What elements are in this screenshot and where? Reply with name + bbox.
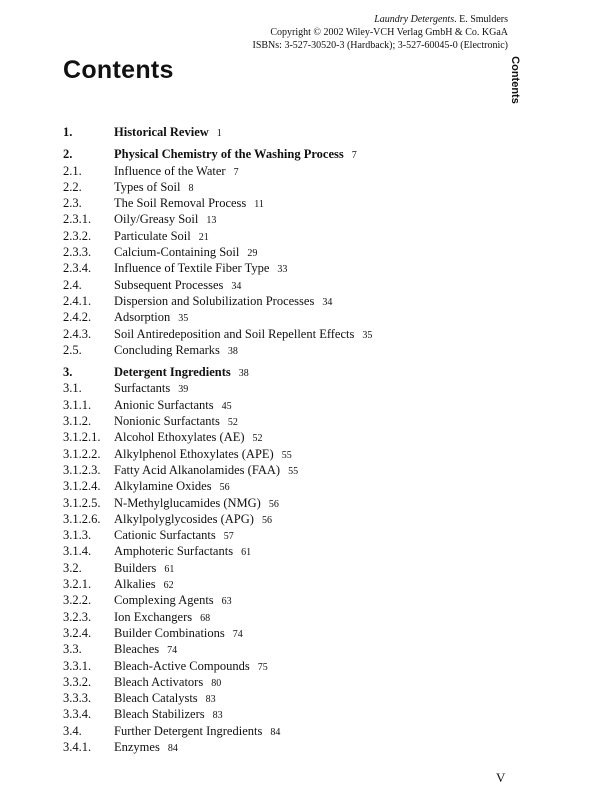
toc-entry-title: [114, 560, 174, 578]
toc-entry[interactable]: [63, 658, 523, 674]
toc-entry-title: [114, 576, 174, 594]
toc-entry-text: Particulate Soil: [114, 228, 191, 243]
toc-entry-text: Amphoteric Surfactants: [114, 544, 234, 559]
toc-entry-number: 3.1.2.4.: [63, 479, 101, 494]
toc-entry-title: [114, 609, 210, 627]
toc-entry[interactable]: [63, 146, 523, 162]
toc-entry-title: [114, 478, 230, 496]
toc-entry-number: 3.1.4.: [63, 544, 92, 559]
toc-entry-title: [114, 277, 241, 295]
page-header: [253, 13, 509, 52]
toc-entry-page: 61: [241, 547, 252, 559]
toc-entry-page: 52: [252, 433, 263, 445]
toc-entry-text: Alkylphenol Ethoxylates (APE): [114, 446, 274, 461]
toc-entry-text: Bleach Catalysts: [114, 691, 198, 706]
toc-entry-page: 63: [221, 596, 232, 608]
toc-entry[interactable]: [63, 495, 523, 511]
toc-entry-title: [114, 260, 287, 278]
toc-entry-text: Fatty Acid Alkanolamides (FAA): [114, 462, 281, 477]
toc-entry-number: 2.4.1.: [63, 293, 92, 308]
toc-entry-page: 83: [205, 694, 216, 706]
toc-entry-title: [114, 592, 232, 610]
toc-entry[interactable]: [63, 228, 523, 244]
toc-entry-number: 3.1.: [63, 381, 82, 396]
toc-entry[interactable]: [63, 576, 523, 592]
toc-entry-text: Complexing Agents: [114, 593, 214, 608]
toc-entry-title: [114, 211, 216, 229]
toc-entry[interactable]: [63, 723, 523, 739]
toc-entry[interactable]: [63, 625, 523, 641]
toc-entry-title: [114, 228, 209, 246]
toc-entry-number: 3.3.2.: [63, 674, 92, 689]
toc-entry-number: 3.4.: [63, 723, 82, 738]
toc-entry-number: 3.4.1.: [63, 739, 92, 754]
copyright-line: Copyright © 2002 Wiley-VCH Verlag GmbH & Co. KGaA: [270, 27, 508, 38]
toc-entry-page: 38: [238, 368, 249, 380]
toc-entry-number: 2.3.2.: [63, 228, 92, 243]
toc-entry[interactable]: [63, 163, 523, 179]
toc-entry-text: Cationic Surfactants: [114, 528, 216, 543]
header-book-line: [253, 13, 509, 26]
toc-entry-number: 3.3.4.: [63, 707, 92, 722]
toc-entry-number: 3.1.2.5.: [63, 495, 101, 510]
toc-entry-text: Physical Chemistry of the Washing Process: [114, 147, 344, 162]
side-tab-label: Contents: [508, 56, 521, 104]
toc-entry[interactable]: [63, 124, 523, 140]
toc-entry-number: 2.3.: [63, 196, 82, 211]
toc-entry-number: 2.: [63, 147, 73, 162]
toc-entry-number: 3.2.1.: [63, 577, 92, 592]
isbn-line: ISBNs: 3-527-30520-3 (Hardback); 3-527-60045-0 (Electronic): [252, 40, 508, 51]
toc-entry-title: [114, 511, 272, 529]
toc-entry-number: 3.2.3.: [63, 609, 92, 624]
toc-entry-title: [114, 543, 251, 561]
toc-entry-title: [114, 674, 221, 692]
toc-entry-text: Types of Soil: [114, 179, 181, 194]
toc-entry[interactable]: [63, 260, 523, 276]
toc-entry[interactable]: [63, 364, 523, 380]
toc-entry[interactable]: [63, 211, 523, 227]
toc-entry[interactable]: [63, 397, 523, 413]
toc-entry[interactable]: [63, 641, 523, 657]
page-title: Contents: [63, 56, 174, 84]
toc-entry-title: [114, 124, 222, 142]
toc-entry-title: [114, 739, 178, 757]
toc-entry[interactable]: [63, 462, 523, 478]
toc-entry-page: 62: [163, 580, 174, 592]
toc-entry-page: 57: [223, 531, 234, 543]
toc-entry-number: 2.3.1.: [63, 212, 92, 227]
toc-entry-title: [114, 625, 243, 643]
toc-entry[interactable]: [63, 690, 523, 706]
toc-entry-page: 45: [221, 400, 232, 412]
toc-entry-number: 3.1.2.2.: [63, 446, 101, 461]
toc-entry-page: 34: [231, 280, 242, 292]
toc-entry-text: Further Detergent Ingredients: [114, 723, 263, 738]
toc-entry-number: 2.4.3.: [63, 326, 92, 341]
toc-entry-text: Enzymes: [114, 739, 160, 754]
toc-entry-text: Bleach Stabilizers: [114, 707, 205, 722]
toc-entry-text: Concluding Remarks: [114, 342, 220, 357]
toc-entry-title: [114, 658, 268, 676]
toc-entry-title: [114, 527, 234, 545]
toc-entry-number: 3.1.2.6.: [63, 511, 101, 526]
toc-entry[interactable]: [63, 560, 523, 576]
page-number: V: [496, 770, 506, 785]
toc-entry-text: Builder Combinations: [114, 625, 225, 640]
toc-entry[interactable]: [63, 326, 523, 342]
toc-entry-page: 84: [270, 726, 281, 738]
toc-entry-title: [114, 706, 223, 724]
toc-entry-page: 74: [167, 645, 178, 657]
toc-entry-page: 21: [198, 231, 209, 243]
toc-entry[interactable]: [63, 609, 523, 625]
toc-entry-title: [114, 364, 249, 382]
toc-entry-number: 3.2.4.: [63, 625, 92, 640]
toc-entry-title: [114, 179, 194, 197]
toc-entry-text: Bleaches: [114, 642, 160, 657]
toc-entry-text: Bleach Activators: [114, 674, 204, 689]
toc-entry-page: 55: [288, 465, 299, 477]
toc-entry[interactable]: [63, 277, 523, 293]
toc-entry-text: Influence of the Water: [114, 163, 226, 178]
toc-entry-page: 84: [167, 742, 178, 754]
toc-entry-page: 75: [257, 661, 268, 673]
toc-entry-text: Dispersion and Solubilization Processes: [114, 293, 315, 308]
toc-entry-title: [114, 195, 264, 213]
toc-entry-title: [114, 446, 292, 464]
toc-entry-text: Surfactants: [114, 381, 171, 396]
toc-entry-page: 13: [206, 215, 217, 227]
toc-entry-page: 38: [227, 345, 238, 357]
toc-entry-title: [114, 462, 298, 480]
toc-entry-title: [114, 309, 188, 327]
toc-entry-page: 34: [322, 296, 333, 308]
toc-entry[interactable]: [63, 478, 523, 494]
toc-entry-title: [114, 342, 238, 360]
toc-entry-page: 61: [164, 563, 175, 575]
toc-entry-title: [114, 244, 257, 262]
toc-entry-text: Historical Review: [114, 125, 209, 139]
toc-entry-title: [114, 380, 188, 398]
toc-entry-title: [114, 429, 263, 447]
toc-entry-page: 35: [178, 313, 189, 325]
toc-entry-text: Influence of Textile Fiber Type: [114, 261, 270, 276]
toc-entry-title: [114, 146, 357, 164]
toc-entry-text: Alkalies: [114, 577, 156, 592]
toc-entry-number: 3.1.2.1.: [63, 430, 101, 445]
toc-entry-text: Alkylamine Oxides: [114, 479, 212, 494]
toc-entry-page: 74: [232, 628, 243, 640]
table-of-contents: [63, 124, 523, 755]
toc-entry-page: 55: [281, 449, 292, 461]
toc-entry-title: [114, 723, 280, 741]
toc-entry-page: 1: [216, 128, 222, 139]
toc-entry-page: 56: [268, 498, 279, 510]
toc-entry-page: 29: [247, 248, 258, 260]
toc-entry-text: Ion Exchangers: [114, 609, 193, 624]
toc-entry-title: [114, 641, 177, 659]
toc-entry-title: [114, 163, 239, 181]
toc-entry-text: Bleach-Active Compounds: [114, 658, 250, 673]
toc-entry-page: 68: [200, 612, 211, 624]
toc-entry-number: 3.3.1.: [63, 658, 92, 673]
toc-entry[interactable]: [63, 446, 523, 462]
toc-entry-title: [114, 293, 332, 311]
toc-entry-number: 3.3.: [63, 642, 82, 657]
toc-entry[interactable]: [63, 380, 523, 396]
toc-entry[interactable]: [63, 179, 523, 195]
toc-entry-text: Subsequent Processes: [114, 277, 224, 292]
toc-entry[interactable]: [63, 293, 523, 309]
toc-entry[interactable]: [63, 195, 523, 211]
toc-entry[interactable]: [63, 511, 523, 527]
toc-entry-text: Alkylpolyglycosides (APG): [114, 511, 254, 526]
toc-entry-number: 3.3.3.: [63, 691, 92, 706]
toc-entry-number: 3.: [63, 365, 73, 380]
toc-entry-number: 3.1.2.: [63, 414, 92, 429]
toc-entry-number: 2.1.: [63, 163, 82, 178]
toc-entry[interactable]: [63, 244, 523, 260]
toc-entry-number: 2.4.: [63, 277, 82, 292]
toc-entry-text: N-Methylglucamides (NMG): [114, 495, 261, 510]
toc-entry-title: [114, 413, 238, 431]
toc-entry-text: Calcium-Containing Soil: [114, 245, 240, 260]
toc-entry-text: Nonionic Surfactants: [114, 414, 220, 429]
toc-entry-title: [114, 495, 279, 513]
toc-entry-text: Alcohol Ethoxylates (AE): [114, 430, 245, 445]
toc-entry-text: Anionic Surfactants: [114, 397, 214, 412]
toc-entry-number: 1.: [63, 125, 73, 139]
book-title: Laundry Detergents: [374, 14, 455, 25]
toc-entry-page: 52: [227, 417, 238, 429]
toc-entry-number: 2.4.2.: [63, 310, 92, 325]
toc-entry[interactable]: [63, 342, 523, 358]
toc-entry-page: 80: [211, 677, 222, 689]
book-author: . E. Smulders: [454, 14, 508, 25]
toc-entry-text: Builders: [114, 560, 157, 575]
toc-entry[interactable]: [63, 706, 523, 722]
toc-entry-title: [114, 690, 216, 708]
toc-entry-page: 8: [188, 182, 194, 194]
toc-entry-number: 3.2.2.: [63, 593, 92, 608]
toc-entry-number: 3.1.3.: [63, 528, 92, 543]
toc-entry-title: [114, 326, 372, 344]
toc-entry-number: 2.3.4.: [63, 261, 92, 276]
toc-entry-text: The Soil Removal Process: [114, 196, 247, 211]
toc-entry[interactable]: [63, 413, 523, 429]
toc-entry-page: 56: [261, 514, 272, 526]
toc-entry-page: 11: [254, 199, 264, 211]
toc-entry[interactable]: [63, 527, 523, 543]
toc-entry-page: 56: [219, 482, 230, 494]
toc-entry-page: 33: [277, 264, 288, 276]
toc-entry-page: 39: [178, 384, 189, 396]
toc-entry-text: Oily/Greasy Soil: [114, 212, 199, 227]
toc-entry-number: 3.2.: [63, 560, 82, 575]
toc-entry-number: 2.5.: [63, 342, 82, 357]
toc-entry[interactable]: [63, 739, 523, 755]
toc-entry-number: 3.1.2.3.: [63, 462, 101, 477]
toc-entry-number: 2.2.: [63, 179, 82, 194]
toc-entry[interactable]: [63, 429, 523, 445]
side-tab: [509, 50, 531, 110]
toc-entry-page: 83: [212, 710, 223, 722]
toc-entry[interactable]: [63, 543, 523, 559]
toc-entry-page: 35: [362, 329, 373, 341]
toc-entry-number: 3.1.1.: [63, 397, 92, 412]
toc-entry-text: Soil Antiredeposition and Soil Repellent Effects: [114, 326, 355, 341]
toc-entry-page: 7: [351, 150, 357, 162]
toc-entry-page: 7: [233, 166, 239, 178]
toc-entry[interactable]: [63, 309, 523, 325]
toc-entry[interactable]: [63, 674, 523, 690]
toc-entry[interactable]: [63, 592, 523, 608]
toc-entry-text: Detergent Ingredients: [114, 365, 231, 380]
toc-entry-number: 2.3.3.: [63, 245, 92, 260]
toc-entry-text: Adsorption: [114, 310, 171, 325]
toc-entry-title: [114, 397, 232, 415]
